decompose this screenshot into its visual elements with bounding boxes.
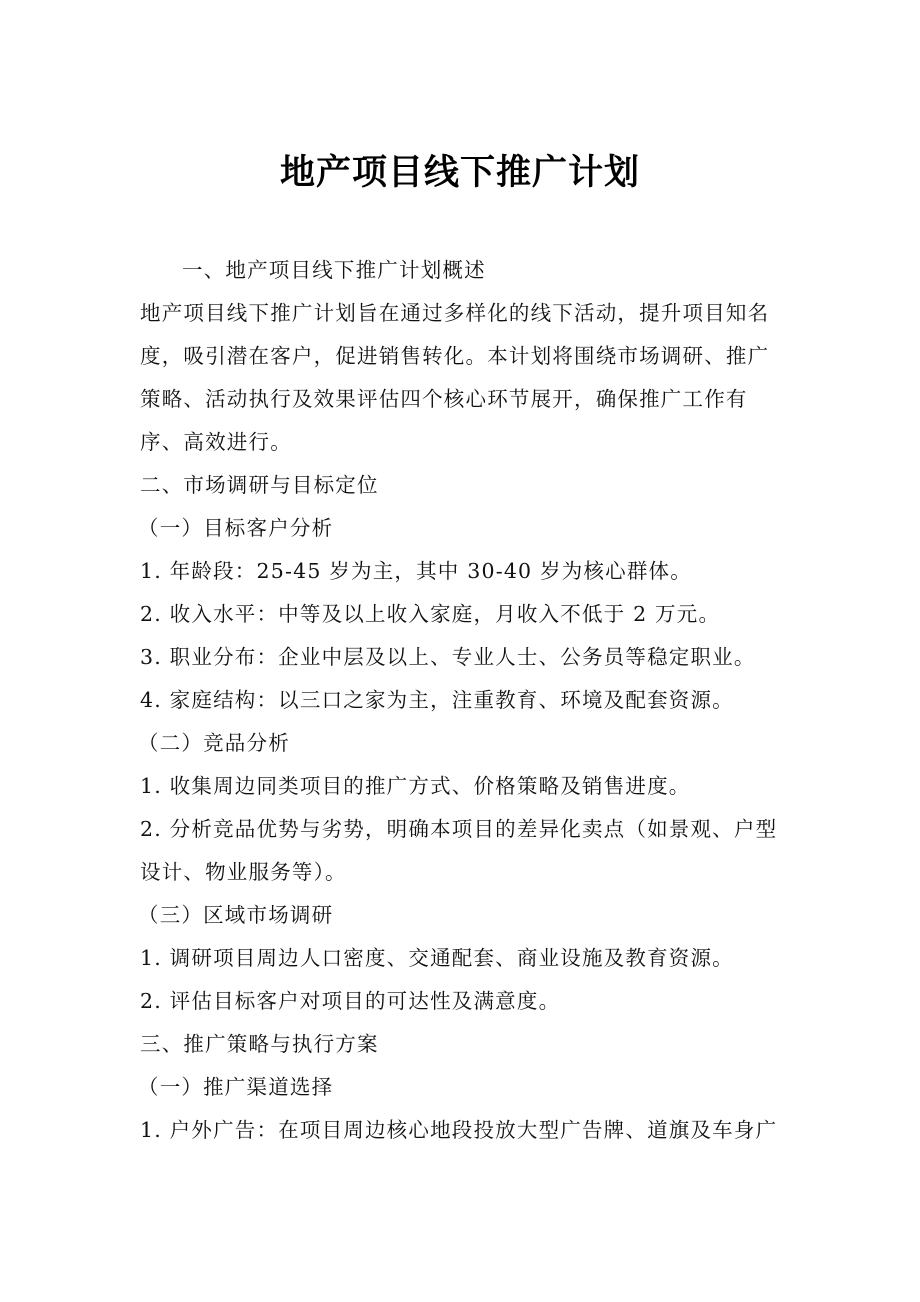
list-item: 1. 调研项目周边人口密度、交通配套、商业设施及教育资源。 bbox=[140, 946, 734, 970]
section-heading-market-research: 二、市场调研与目标定位 bbox=[140, 473, 379, 497]
list-item: 2. 评估目标客户对项目的可达性及满意度。 bbox=[140, 989, 561, 1013]
paragraph-line: 策略、活动执行及效果评估四个核心环节展开，确保推广工作有 bbox=[140, 387, 748, 411]
list-item: 1. 年龄段：25-45 岁为主，其中 30-40 岁为核心群体。 bbox=[140, 559, 692, 583]
list-item: 3. 职业分布：企业中层及以上、专业人士、公务员等稳定职业。 bbox=[140, 645, 756, 669]
list-item: 1. 收集周边同类项目的推广方式、价格策略及销售进度。 bbox=[140, 774, 691, 798]
list-item-continuation: 设计、物业服务等）。 bbox=[140, 860, 347, 884]
subsection-heading-target-customers: （一）目标客户分析 bbox=[138, 516, 334, 540]
paragraph-line: 地产项目线下推广计划旨在通过多样化的线下活动，提升项目知名 bbox=[140, 301, 770, 325]
list-item: 1. 户外广告：在项目周边核心地段投放大型广告牌、道旗及车身广 bbox=[140, 1118, 778, 1142]
section-heading-overview: 一、地产项目线下推广计划概述 bbox=[182, 258, 486, 282]
list-item: 4. 家庭结构：以三口之家为主，注重教育、环境及配套资源。 bbox=[140, 688, 734, 712]
subsection-heading-channel-selection: （一）推广渠道选择 bbox=[138, 1075, 334, 1099]
document-title: 地产项目线下推广计划 bbox=[279, 153, 640, 193]
paragraph-line: 序、高效进行。 bbox=[140, 430, 292, 454]
list-item: 2. 分析竞品优势与劣势，明确本项目的差异化卖点（如景观、户型 bbox=[140, 817, 778, 841]
section-heading-promotion-strategy: 三、推广策略与执行方案 bbox=[140, 1032, 379, 1056]
subsection-heading-regional-research: （三）区域市场调研 bbox=[138, 903, 334, 927]
paragraph-line: 度，吸引潜在客户，促进销售转化。本计划将围绕市场调研、推广 bbox=[140, 344, 770, 368]
list-item: 2. 收入水平：中等及以上收入家庭，月收入不低于 2 万元。 bbox=[140, 602, 721, 626]
subsection-heading-competitor-analysis: （二）竞品分析 bbox=[138, 731, 290, 755]
